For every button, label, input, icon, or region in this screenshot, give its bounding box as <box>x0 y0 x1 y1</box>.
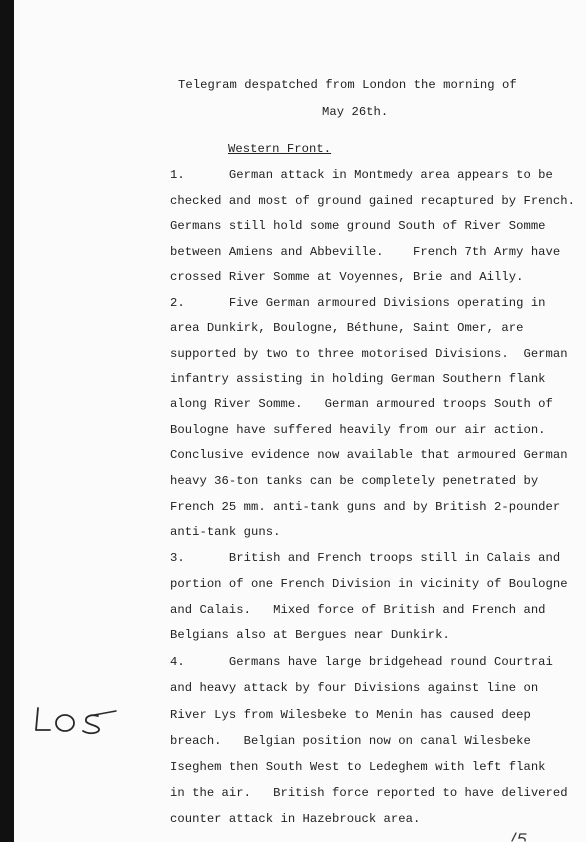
body-line: and Calais. Mixed force of British and French and <box>170 603 546 617</box>
heading-line-2: May 26th. <box>322 105 389 119</box>
body-line: infantry assisting in holding German Southern flank <box>170 372 546 386</box>
body-line: breach. Belgian position now on canal Wilesbeke <box>170 734 531 748</box>
scan-edge <box>0 0 14 842</box>
body-line: counter attack in Hazebrouck area. <box>170 812 421 826</box>
body-line: between Amiens and Abbeville. French 7th Army have <box>170 245 561 259</box>
body-line: and heavy attack by four Divisions against line on <box>170 681 539 695</box>
body-line: checked and most of ground gained recaptured by French. <box>170 194 576 208</box>
section-title: Western Front. <box>228 142 332 156</box>
heading-line-1: Telegram despatched from London the morning of <box>178 78 517 92</box>
body-line: portion of one French Division in vicinity of Boulogne <box>170 577 568 591</box>
body-line: Germans still hold some ground South of River Somme <box>170 219 546 233</box>
body-line: Conclusive evidence now available that armoured German <box>170 448 568 462</box>
body-line: supported by two to three motorised Divisions. German <box>170 347 568 361</box>
body-line: 3. British and French troops still in Calais and <box>170 551 561 565</box>
body-line: River Lys from Wilesbeke to Menin has caused deep <box>170 708 531 722</box>
body-line: anti-tank guns. <box>170 525 281 539</box>
body-line: Belgians also at Bergues near Dunkirk. <box>170 628 450 642</box>
handwritten-margin-note <box>32 704 120 736</box>
body-line: in the air. British force reported to have delivered <box>170 786 568 800</box>
body-line: 1. German attack in Montmedy area appears to be <box>170 168 553 182</box>
body-line: along River Somme. German armoured troops South of <box>170 397 553 411</box>
body-line: heavy 36-ton tanks can be completely penetrated by <box>170 474 539 488</box>
body-line: Boulogne have suffered heavily from our air action. <box>170 423 546 437</box>
body-line: French 25 mm. anti-tank guns and by British 2-pounder <box>170 500 561 514</box>
body-line: area Dunkirk, Boulogne, Béthune, Saint Omer, are <box>170 321 524 335</box>
body-line: 2. Five German armoured Divisions operating in <box>170 296 546 310</box>
body-line: Iseghem then South West to Ledeghem with left flank <box>170 760 546 774</box>
page-number-mark <box>510 832 530 842</box>
body-line: crossed River Somme at Voyennes, Brie and Ailly. <box>170 270 524 284</box>
body-line: 4. Germans have large bridgehead round Courtrai <box>170 655 553 669</box>
